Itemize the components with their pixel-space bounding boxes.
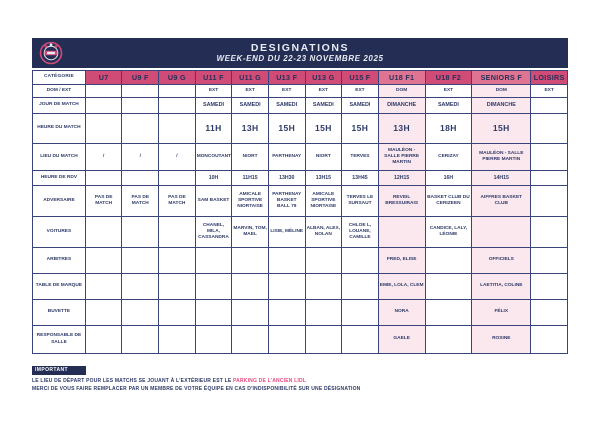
cell-jour-de-match-u7 xyxy=(85,98,122,114)
cell-voitures-seniors-f xyxy=(472,217,531,248)
cell-voitures-u13-g: ALBAN, ALEX, NOLAN xyxy=(305,217,342,248)
category-header-u11-g: U11 G xyxy=(232,71,269,85)
cell-jour-de-match-u13-g: SAMEDI xyxy=(305,98,342,114)
table-row-buvette xyxy=(33,300,568,326)
table-row-heure-de-rdv xyxy=(33,171,568,186)
important-badge: IMPORTANT xyxy=(32,366,86,375)
cell-arbitres-u11-g xyxy=(232,248,269,274)
cell-lieu-du-match-u18-f1: MAULÉON - SALLE PIERRE MARTIN xyxy=(378,144,425,171)
cell-arbitres-u15-f xyxy=(342,248,379,274)
cell-heure-de-rdv-u9-g xyxy=(159,171,196,186)
cell-arbitres-u13-g xyxy=(305,248,342,274)
cell-heure-de-rdv-u15-f: 13H45 xyxy=(342,171,379,186)
cell-table-de-marque-u15-f xyxy=(342,274,379,300)
cell-arbitres-u9-f xyxy=(122,248,159,274)
cell-lieu-du-match-u9-g: / xyxy=(159,144,196,171)
cell-table-de-marque-seniors-f: LAETITIA, COLINE xyxy=(472,274,531,300)
cell-heure-de-rdv-seniors-f: 14H15 xyxy=(472,171,531,186)
table-row-dom-ext xyxy=(33,85,568,98)
row-label-arbitres: ARBITRES xyxy=(33,248,86,274)
cell-buvette-u13-f xyxy=(268,300,305,326)
cell-table-de-marque-u13-f xyxy=(268,274,305,300)
row-label-dom-ext: DOM / EXT xyxy=(33,85,86,98)
cell-table-de-marque-u11-f xyxy=(195,274,232,300)
table-row-voitures xyxy=(33,217,568,248)
cell-buvette-u15-f xyxy=(342,300,379,326)
cell-heure-de-rdv-u9-f xyxy=(122,171,159,186)
cell-voitures-u18-f2: CANDICE, LALY, LÉONIE xyxy=(425,217,472,248)
cell-table-de-marque-u13-g xyxy=(305,274,342,300)
row-label-heure-du-match: HEURE DU MATCH xyxy=(33,114,86,144)
row-label-voitures: VOITURES xyxy=(33,217,86,248)
cell-voitures-u11-g: MARVIN, TOM, MAEL xyxy=(232,217,269,248)
title-banner xyxy=(32,38,568,68)
cell-responsable-de-salle-u18-f2 xyxy=(425,326,472,354)
cell-lieu-du-match-u15-f: TERVES xyxy=(342,144,379,171)
cell-lieu-du-match-loisirs xyxy=(531,144,568,171)
cell-table-de-marque-u7 xyxy=(85,274,122,300)
category-header-u13-f: U13 F xyxy=(268,71,305,85)
cell-lieu-du-match-u11-f: MONCOUTANT xyxy=(195,144,232,171)
cell-dom-ext-u13-f: EXT xyxy=(268,85,305,98)
cell-heure-du-match-u13-g: 15H xyxy=(305,114,342,144)
cell-table-de-marque-u9-g xyxy=(159,274,196,300)
cell-lieu-du-match-u18-f2: CERIZAY xyxy=(425,144,472,171)
note-departure xyxy=(32,378,568,384)
cell-dom-ext-u9-f xyxy=(122,85,159,98)
cell-voitures-loisirs xyxy=(531,217,568,248)
cell-lieu-du-match-seniors-f: MAULÉON - SALLE PIERRE MARTIN xyxy=(472,144,531,171)
cell-dom-ext-u18-f2: EXT xyxy=(425,85,472,98)
cell-heure-de-rdv-u11-f: 10H xyxy=(195,171,232,186)
table-row-responsable-de-salle xyxy=(33,326,568,354)
cell-responsable-de-salle-seniors-f: ROSINE xyxy=(472,326,531,354)
cell-heure-de-rdv-loisirs xyxy=(531,171,568,186)
cell-dom-ext-u9-g xyxy=(159,85,196,98)
row-label-responsable-de-salle: RESPONSABLE DE SALLE xyxy=(33,326,86,354)
cell-heure-du-match-u13-f: 15H xyxy=(268,114,305,144)
cell-jour-de-match-seniors-f: DIMANCHE xyxy=(472,98,531,114)
note-departure-text: LE LIEU DE DÉPART POUR LES MATCHS SE JOUANT À L'EXTÉRIEUR EST LE xyxy=(32,378,233,384)
category-header-u11-f: U11 F xyxy=(195,71,232,85)
cell-adversaire-u15-f: TERVES LE SURSAUT xyxy=(342,186,379,217)
cell-heure-du-match-u9-g xyxy=(159,114,196,144)
cell-jour-de-match-u15-f: SAMEDI xyxy=(342,98,379,114)
cell-buvette-u11-g xyxy=(232,300,269,326)
cell-table-de-marque-u9-f xyxy=(122,274,159,300)
category-header-u7: U7 xyxy=(85,71,122,85)
cell-heure-du-match-seniors-f: 15H xyxy=(472,114,531,144)
cell-jour-de-match-u9-g xyxy=(159,98,196,114)
cell-responsable-de-salle-u15-f xyxy=(342,326,379,354)
cell-dom-ext-seniors-f: DOM xyxy=(472,85,531,98)
banner-text xyxy=(216,42,383,63)
cell-heure-de-rdv-u18-f1: 12H15 xyxy=(378,171,425,186)
cell-responsable-de-salle-u9-f xyxy=(122,326,159,354)
cell-jour-de-match-u18-f2: SAMEDI xyxy=(425,98,472,114)
club-crest-logo xyxy=(38,40,64,66)
cell-responsable-de-salle-u11-f xyxy=(195,326,232,354)
cell-lieu-du-match-u11-g: NIORT xyxy=(232,144,269,171)
cell-dom-ext-u7 xyxy=(85,85,122,98)
cell-buvette-u18-f1: NORA xyxy=(378,300,425,326)
cell-table-de-marque-loisirs xyxy=(531,274,568,300)
note-replacement: MERCI DE VOUS FAIRE REMPLACER PAR UN MEMBRE DE VOTRE ÉQUIPE EN CAS D'INDISPONIBILITÉ SUR UNE DÉSIGNATION xyxy=(32,386,361,392)
cell-voitures-u13-f: LISIE, MÉLINE xyxy=(268,217,305,248)
row-label-buvette: BUVETTE xyxy=(33,300,86,326)
cell-arbitres-u18-f2 xyxy=(425,248,472,274)
cell-heure-de-rdv-u7 xyxy=(85,171,122,186)
cell-voitures-u11-f: CHANEL, MILA, CASSANDRA xyxy=(195,217,232,248)
cell-arbitres-u13-f xyxy=(268,248,305,274)
cell-buvette-u9-f xyxy=(122,300,159,326)
note-departure-highlight: PARKING DE L'ANCIEN LIDL xyxy=(232,378,307,384)
table-row-table-de-marque xyxy=(33,274,568,300)
cell-table-de-marque-u11-g xyxy=(232,274,269,300)
cell-buvette-loisirs xyxy=(531,300,568,326)
table-row-heure-du-match xyxy=(33,114,568,144)
cell-jour-de-match-u18-f1: DIMANCHE xyxy=(378,98,425,114)
cell-adversaire-u11-f: SAM BASKET xyxy=(195,186,232,217)
row-label-heure-de-rdv: HEURE DE RDV xyxy=(33,171,86,186)
cell-jour-de-match-u11-f: SAMEDI xyxy=(195,98,232,114)
cell-responsable-de-salle-u18-f1: GAELE xyxy=(378,326,425,354)
cell-heure-du-match-u11-f: 11H xyxy=(195,114,232,144)
cell-voitures-u9-g xyxy=(159,217,196,248)
cell-arbitres-u18-f1: FRED, ELISE xyxy=(378,248,425,274)
cell-buvette-u9-g xyxy=(159,300,196,326)
cell-responsable-de-salle-u11-g xyxy=(232,326,269,354)
category-header-u9-f: U9 F xyxy=(122,71,159,85)
cell-voitures-u18-f1 xyxy=(378,217,425,248)
cell-heure-de-rdv-u18-f2: 16H xyxy=(425,171,472,186)
table-row-adversaire xyxy=(33,186,568,217)
row-label-adversaire: ADVERSAIRE xyxy=(33,186,86,217)
cell-voitures-u7 xyxy=(85,217,122,248)
cell-arbitres-loisirs xyxy=(531,248,568,274)
category-header-u9-g: U9 G xyxy=(159,71,196,85)
cell-voitures-u15-f: CHLOE L, LOUANE, CAMILLE xyxy=(342,217,379,248)
cell-responsable-de-salle-u7 xyxy=(85,326,122,354)
category-header-seniors-f: SENIORS F xyxy=(472,71,531,85)
cell-lieu-du-match-u13-f: PARTHENAY xyxy=(268,144,305,171)
cell-jour-de-match-u11-g: SAMEDI xyxy=(232,98,269,114)
row-label-jour-de-match: JOUR DE MATCH xyxy=(33,98,86,114)
cell-adversaire-u13-f: PARTHENAY BASKET BALL 79 xyxy=(268,186,305,217)
cell-jour-de-match-u9-f xyxy=(122,98,159,114)
category-header-row xyxy=(33,71,568,85)
cell-dom-ext-loisirs: EXT xyxy=(531,85,568,98)
footer-notes xyxy=(32,358,568,392)
cell-lieu-du-match-u13-g: NIORT xyxy=(305,144,342,171)
cell-voitures-u9-f xyxy=(122,217,159,248)
cell-heure-de-rdv-u11-g: 11H15 xyxy=(232,171,269,186)
cell-dom-ext-u18-f1: DOM xyxy=(378,85,425,98)
cell-adversaire-u18-f2: BASKET CLUB DU CERIZEEN xyxy=(425,186,472,217)
cell-dom-ext-u13-g: EXT xyxy=(305,85,342,98)
cell-dom-ext-u11-g: EXT xyxy=(232,85,269,98)
cell-dom-ext-u15-f: EXT xyxy=(342,85,379,98)
cell-adversaire-u11-g: AMICALE SPORTIVE NIORTAISE xyxy=(232,186,269,217)
cell-buvette-seniors-f: FÉLIX xyxy=(472,300,531,326)
cell-responsable-de-salle-u13-g xyxy=(305,326,342,354)
designations-table xyxy=(32,70,568,354)
cell-adversaire-u7: PAS DE MATCH xyxy=(85,186,122,217)
cell-responsable-de-salle-u13-f xyxy=(268,326,305,354)
category-header-u15-f: U15 F xyxy=(342,71,379,85)
cell-dom-ext-u11-f: EXT xyxy=(195,85,232,98)
cell-lieu-du-match-u7: / xyxy=(85,144,122,171)
cell-buvette-u7 xyxy=(85,300,122,326)
cell-buvette-u11-f xyxy=(195,300,232,326)
cell-heure-du-match-u18-f2: 18H xyxy=(425,114,472,144)
cell-heure-de-rdv-u13-f: 13H30 xyxy=(268,171,305,186)
cell-jour-de-match-loisirs xyxy=(531,98,568,114)
cell-arbitres-u9-g xyxy=(159,248,196,274)
cell-table-de-marque-u18-f1: EMIE, LOLA, CLEM xyxy=(378,274,425,300)
table-row-arbitres xyxy=(33,248,568,274)
cell-heure-du-match-loisirs xyxy=(531,114,568,144)
cell-arbitres-seniors-f: OFFICIELS xyxy=(472,248,531,274)
page-title: DESIGNATIONS xyxy=(250,42,350,55)
row-label-lieu-du-match: LIEU DU MATCH xyxy=(33,144,86,171)
cell-heure-du-match-u18-f1: 13H xyxy=(378,114,425,144)
category-header-u13-g: U13 G xyxy=(305,71,342,85)
category-header-u18-f2: U18 F2 xyxy=(425,71,472,85)
cell-lieu-du-match-u9-f: / xyxy=(122,144,159,171)
cell-heure-du-match-u7 xyxy=(85,114,122,144)
cell-adversaire-u13-g: AMICALE SPORTIVE NIORTAISE xyxy=(305,186,342,217)
cell-jour-de-match-u13-f: SAMEDI xyxy=(268,98,305,114)
cell-heure-du-match-u11-g: 13H xyxy=(232,114,269,144)
cell-adversaire-seniors-f: AIFFRES BASKET CLUB xyxy=(472,186,531,217)
cell-adversaire-u9-g: PAS DE MATCH xyxy=(159,186,196,217)
cell-responsable-de-salle-loisirs xyxy=(531,326,568,354)
cell-table-de-marque-u18-f2 xyxy=(425,274,472,300)
cell-responsable-de-salle-u9-g xyxy=(159,326,196,354)
cell-adversaire-loisirs xyxy=(531,186,568,217)
cell-heure-du-match-u9-f xyxy=(122,114,159,144)
table-row-jour-de-match xyxy=(33,98,568,114)
category-header-loisirs: LOISIRS xyxy=(531,71,568,85)
cell-heure-du-match-u15-f: 15H xyxy=(342,114,379,144)
row-label-table-de-marque: TABLE DE MARQUE xyxy=(33,274,86,300)
page-subtitle: WEEK-END DU 22-23 NOVEMBRE 2025 xyxy=(216,54,384,64)
cell-buvette-u18-f2 xyxy=(425,300,472,326)
cell-arbitres-u11-f xyxy=(195,248,232,274)
cell-adversaire-u18-f1: REVEIL BRESSUIRAIS xyxy=(378,186,425,217)
cell-adversaire-u9-f: PAS DE MATCH xyxy=(122,186,159,217)
category-header-u18-f1: U18 F1 xyxy=(378,71,425,85)
category-corner-cell: CATÉGORIE xyxy=(33,71,86,85)
cell-buvette-u13-g xyxy=(305,300,342,326)
cell-arbitres-u7 xyxy=(85,248,122,274)
designations-sheet xyxy=(32,38,568,392)
table-row-lieu-du-match xyxy=(33,144,568,171)
cell-heure-de-rdv-u13-g: 13H15 xyxy=(305,171,342,186)
